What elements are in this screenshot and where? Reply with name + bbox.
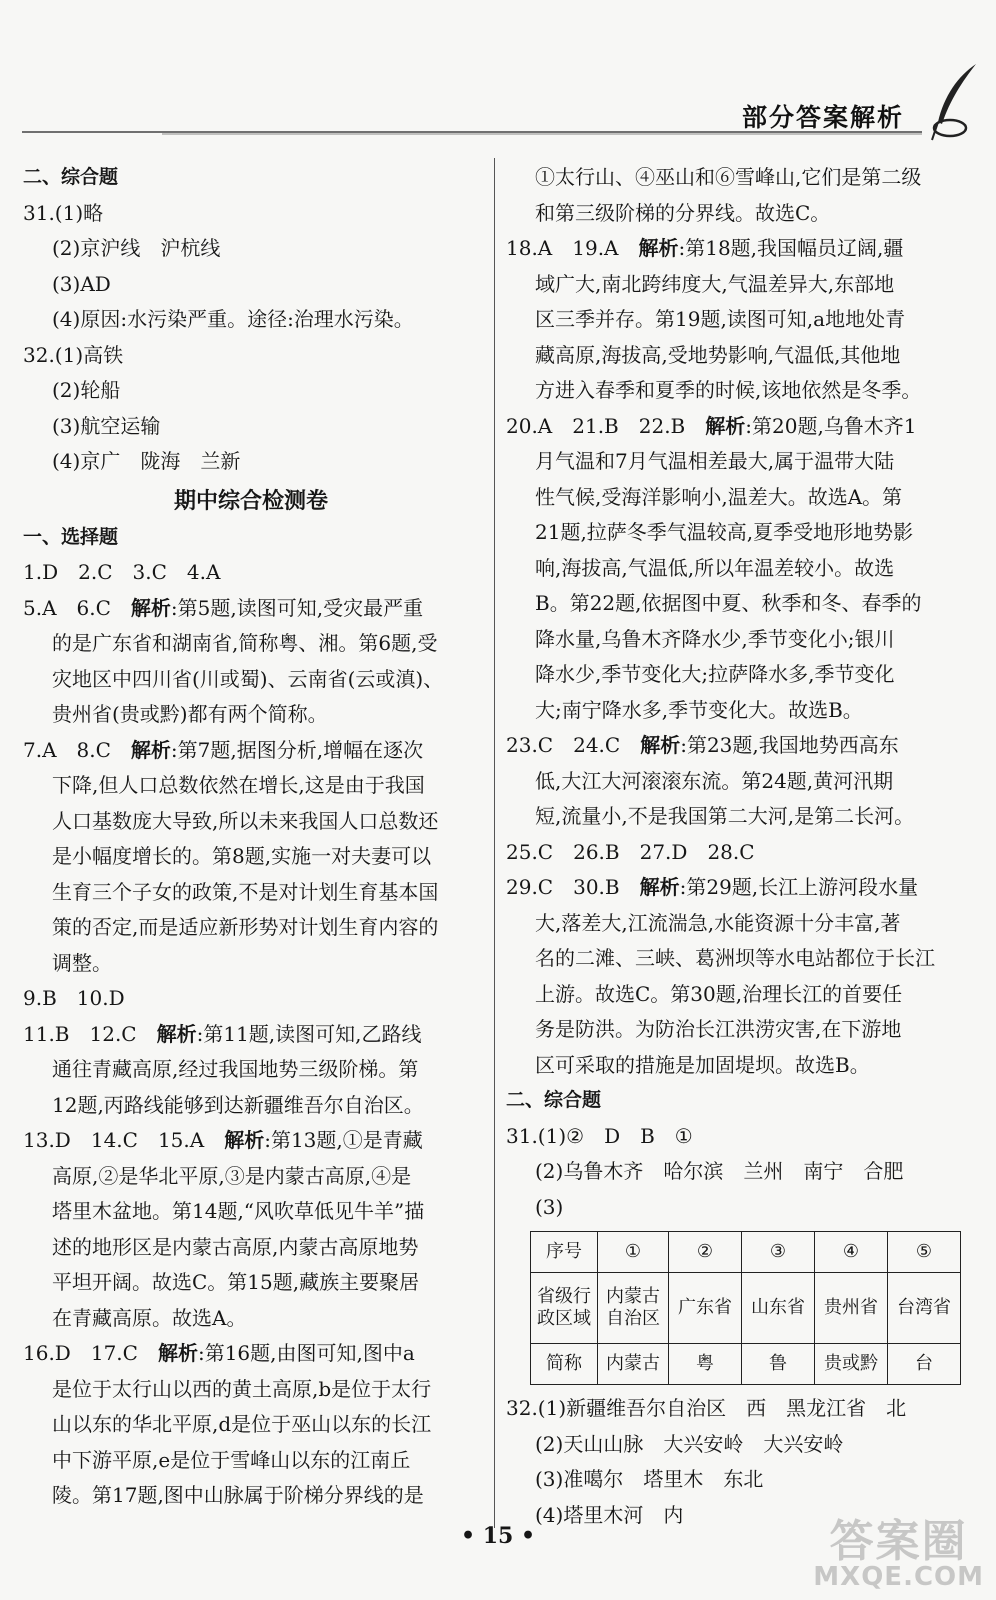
text-line: 5.A 6.C 解析:第5题,读图可知,受灾最严重 xyxy=(23,595,424,620)
text-line: 是位于太行山以西的黄土高原,b是位于太行 xyxy=(52,1376,432,1401)
table-header-cell: 序号 xyxy=(531,1232,598,1273)
text-line: 月气温和7月气温相差最大,属于温带大陆 xyxy=(535,449,895,473)
table-cell: 台湾省 xyxy=(888,1273,961,1344)
text-line: 灾地区中四川省(川或蜀)、云南省(云或滇)、 xyxy=(52,666,444,691)
text-line: (4)原因:水污染严重。途径:治理水污染。 xyxy=(52,307,414,331)
section-title: 期中综合检测卷 xyxy=(173,488,328,514)
page-header-title: 部分答案解析 xyxy=(742,103,905,132)
text-line: 区可采取的措施是加固堤坝。故选B。 xyxy=(535,1052,870,1077)
text-line: 域广大,南北跨纬度大,气温差异大,东部地 xyxy=(535,271,895,296)
text-line: 人口基数庞大导致,所以未来我国人口总数还 xyxy=(52,808,439,833)
text-line: 名的二滩、三峡、葛洲坝等水电站都位于长江 xyxy=(535,946,935,970)
table-cell: 山东省 xyxy=(742,1273,815,1344)
text-line: (3)准噶尔 塔里木 东北 xyxy=(535,1467,764,1491)
text-line: 降水少,季节变化大;拉萨降水多,季节变化 xyxy=(535,662,895,686)
table-cell: 鲁 xyxy=(742,1344,815,1385)
text-line: 23.C 24.C 解析:第23题,我国地势西高东 xyxy=(506,733,899,757)
text-line: 策的否定,而是适应新形势对计划生育内容的 xyxy=(52,915,439,939)
text-line: 11.B 12.C 解析:第11题,读图可知,乙路线 xyxy=(23,1021,422,1046)
text-line: 21题,拉萨冬季气温较高,夏季受地形地势影 xyxy=(535,520,914,544)
text-line: 平坦开阔。故选C。第15题,藏族主要聚居 xyxy=(52,1270,420,1294)
table-row-label: 省级行 政区域 xyxy=(531,1273,598,1344)
text-line: 低,大江大河滚滚东流。第24题,黄河汛期 xyxy=(535,768,894,793)
text-line: 大;南宁降水多,季节变化大。故选B。 xyxy=(535,697,863,722)
table-header-cell: ③ xyxy=(742,1232,815,1273)
text-line: 高原,②是华北平原,③是内蒙古高原,④是 xyxy=(52,1163,412,1188)
text-line: (2)天山山脉 大兴安岭 大兴安岭 xyxy=(535,1431,844,1456)
table-cell: 台 xyxy=(888,1344,961,1385)
text-line: 18.A 19.A 解析:第18题,我国幅员辽阔,疆 xyxy=(506,236,904,260)
text-line: (2)京沪线 沪杭线 xyxy=(52,236,221,260)
column-divider xyxy=(494,158,495,1528)
table-header-cell: ⑤ xyxy=(888,1232,961,1273)
text-line: 7.A 8.C 解析:第7题,据图分析,增幅在逐次 xyxy=(23,737,424,762)
text-line: 16.D 17.C 解析:第16题,由图可知,图中a xyxy=(23,1341,415,1365)
text-line: (4)京广 陇海 兰新 xyxy=(52,449,241,473)
text-line: 25.C 26.B 27.D 28.C xyxy=(506,839,755,864)
text-line: 调整。 xyxy=(52,950,112,975)
text-line: 在青藏高原。故选A。 xyxy=(52,1305,247,1330)
text-line: 述的地形区是内蒙古高原,内蒙古高原地势 xyxy=(52,1234,419,1259)
text-line: (3)航空运输 xyxy=(52,413,161,438)
section-heading: 二、综合题 xyxy=(506,1089,602,1111)
text-line: 9.B 10.D xyxy=(23,986,125,1010)
table-row-abbr xyxy=(531,1344,961,1385)
text-line: (3)AD xyxy=(52,271,111,296)
text-line: 山以东的华北平原,d是位于巫山以东的长江 xyxy=(52,1412,432,1436)
table-cell: 内蒙古 xyxy=(598,1344,669,1385)
text-line: 通往青藏高原,经过我国地势三级阶梯。第 xyxy=(52,1057,419,1081)
text-line: 中下游平原,e是位于雪峰山以东的江南丘 xyxy=(52,1447,411,1472)
text-line: 32.(1)新疆维吾尔自治区 西 黑龙江省 北 xyxy=(506,1396,907,1420)
watermark-logo: 答案圈 MXQE.COM xyxy=(813,1516,984,1592)
text-line: 响,海拔高,气温低,所以年温差较小。故选 xyxy=(535,555,895,580)
text-line: 和第三级阶梯的分界线。故选C。 xyxy=(535,200,831,225)
table-cell: 广东省 xyxy=(669,1273,742,1344)
text-line: (3) xyxy=(535,1194,564,1219)
text-line: (2)乌鲁木齐 哈尔滨 兰州 南宁 合肥 xyxy=(535,1159,904,1183)
text-line: 12题,丙路线能够到达新疆维吾尔自治区。 xyxy=(52,1092,424,1117)
text-line: 塔里木盆地。第14题,“风吹草低见牛羊”描 xyxy=(52,1199,425,1223)
text-line: 31.(1)② D B ① xyxy=(506,1123,693,1148)
right-column xyxy=(506,160,966,1533)
text-line: 是小幅度增长的。第8题,实施一对夫妻可以 xyxy=(52,844,432,868)
text-line: 短,流量小,不是我国第二大河,是第二长河。 xyxy=(535,804,915,828)
left-column xyxy=(23,160,479,1514)
text-line: 生育三个子女的政策,不是对计划生育基本国 xyxy=(52,879,439,904)
text-line: 大,落差大,江流湍急,水能资源十分丰富,著 xyxy=(535,910,901,935)
text-line: 区三季并存。第19题,读图可知,a地地处青 xyxy=(535,307,906,331)
section-heading: 一、选择题 xyxy=(23,525,119,548)
text-line: 13.D 14.C 15.A 解析:第13题,①是青藏 xyxy=(23,1128,423,1152)
section-heading: 二、综合题 xyxy=(23,166,119,188)
text-line: 藏高原,海拔高,受地势影响,气温低,其他地 xyxy=(535,342,901,367)
table-cell: 贵或黔 xyxy=(815,1344,888,1385)
text-line: 的是广东省和湖南省,简称粤、湘。第6题,受 xyxy=(52,631,438,655)
table-cell: 贵州省 xyxy=(815,1273,888,1344)
text-line: 下降,但人口总数依然在增长,这是由于我国 xyxy=(52,773,425,797)
text-line: 务是防洪。为防治长江洪涝灾害,在下游地 xyxy=(535,1017,902,1041)
text-line: 降水量,乌鲁木齐降水少,季节变化小;银川 xyxy=(535,626,895,651)
text-line: 31.(1)略 xyxy=(23,200,104,225)
text-line: (4)塔里木河 内 xyxy=(535,1502,684,1527)
text-line: 方进入春季和夏季的时候,该地依然是冬季。 xyxy=(535,378,922,402)
table-header-cell: ② xyxy=(669,1232,742,1273)
table-row-label: 简称 xyxy=(531,1344,598,1385)
text-line: 1.D 2.C 3.C 4.A xyxy=(23,560,221,584)
text-line: 20.A 21.B 22.B 解析:第20题,乌鲁木齐1 xyxy=(506,413,917,438)
text-line: B。第22题,依据图中夏、秋季和冬、春季的 xyxy=(535,591,922,615)
table-header-cell: ① xyxy=(598,1232,669,1273)
text-line: 贵州省(贵或黔)都有两个简称。 xyxy=(52,702,328,726)
text-line: 陵。第17题,图中山脉属于阶梯分界线的是 xyxy=(52,1483,424,1507)
table-header-cell: ④ xyxy=(815,1232,888,1273)
table-cell: 粤 xyxy=(669,1344,742,1385)
page-number: • 15 • xyxy=(460,1523,536,1549)
text-line: 32.(1)高铁 xyxy=(23,342,124,367)
text-line: 上游。故选C。第30题,治理长江的首要任 xyxy=(535,981,903,1006)
text-line: ①太行山、④巫山和⑥雪峰山,它们是第二级 xyxy=(535,165,922,189)
province-table xyxy=(530,1231,961,1385)
header-rule xyxy=(22,131,982,135)
table-header-row xyxy=(531,1232,961,1273)
table-row-region xyxy=(531,1273,961,1344)
table-cell: 内蒙古 自治区 xyxy=(598,1273,669,1344)
text-line: 29.C 30.B 解析:第29题,长江上游河段水量 xyxy=(506,875,919,899)
text-line: 性气候,受海洋影响小,温差大。故选A。第 xyxy=(535,484,903,509)
text-line: (2)轮船 xyxy=(52,378,121,402)
